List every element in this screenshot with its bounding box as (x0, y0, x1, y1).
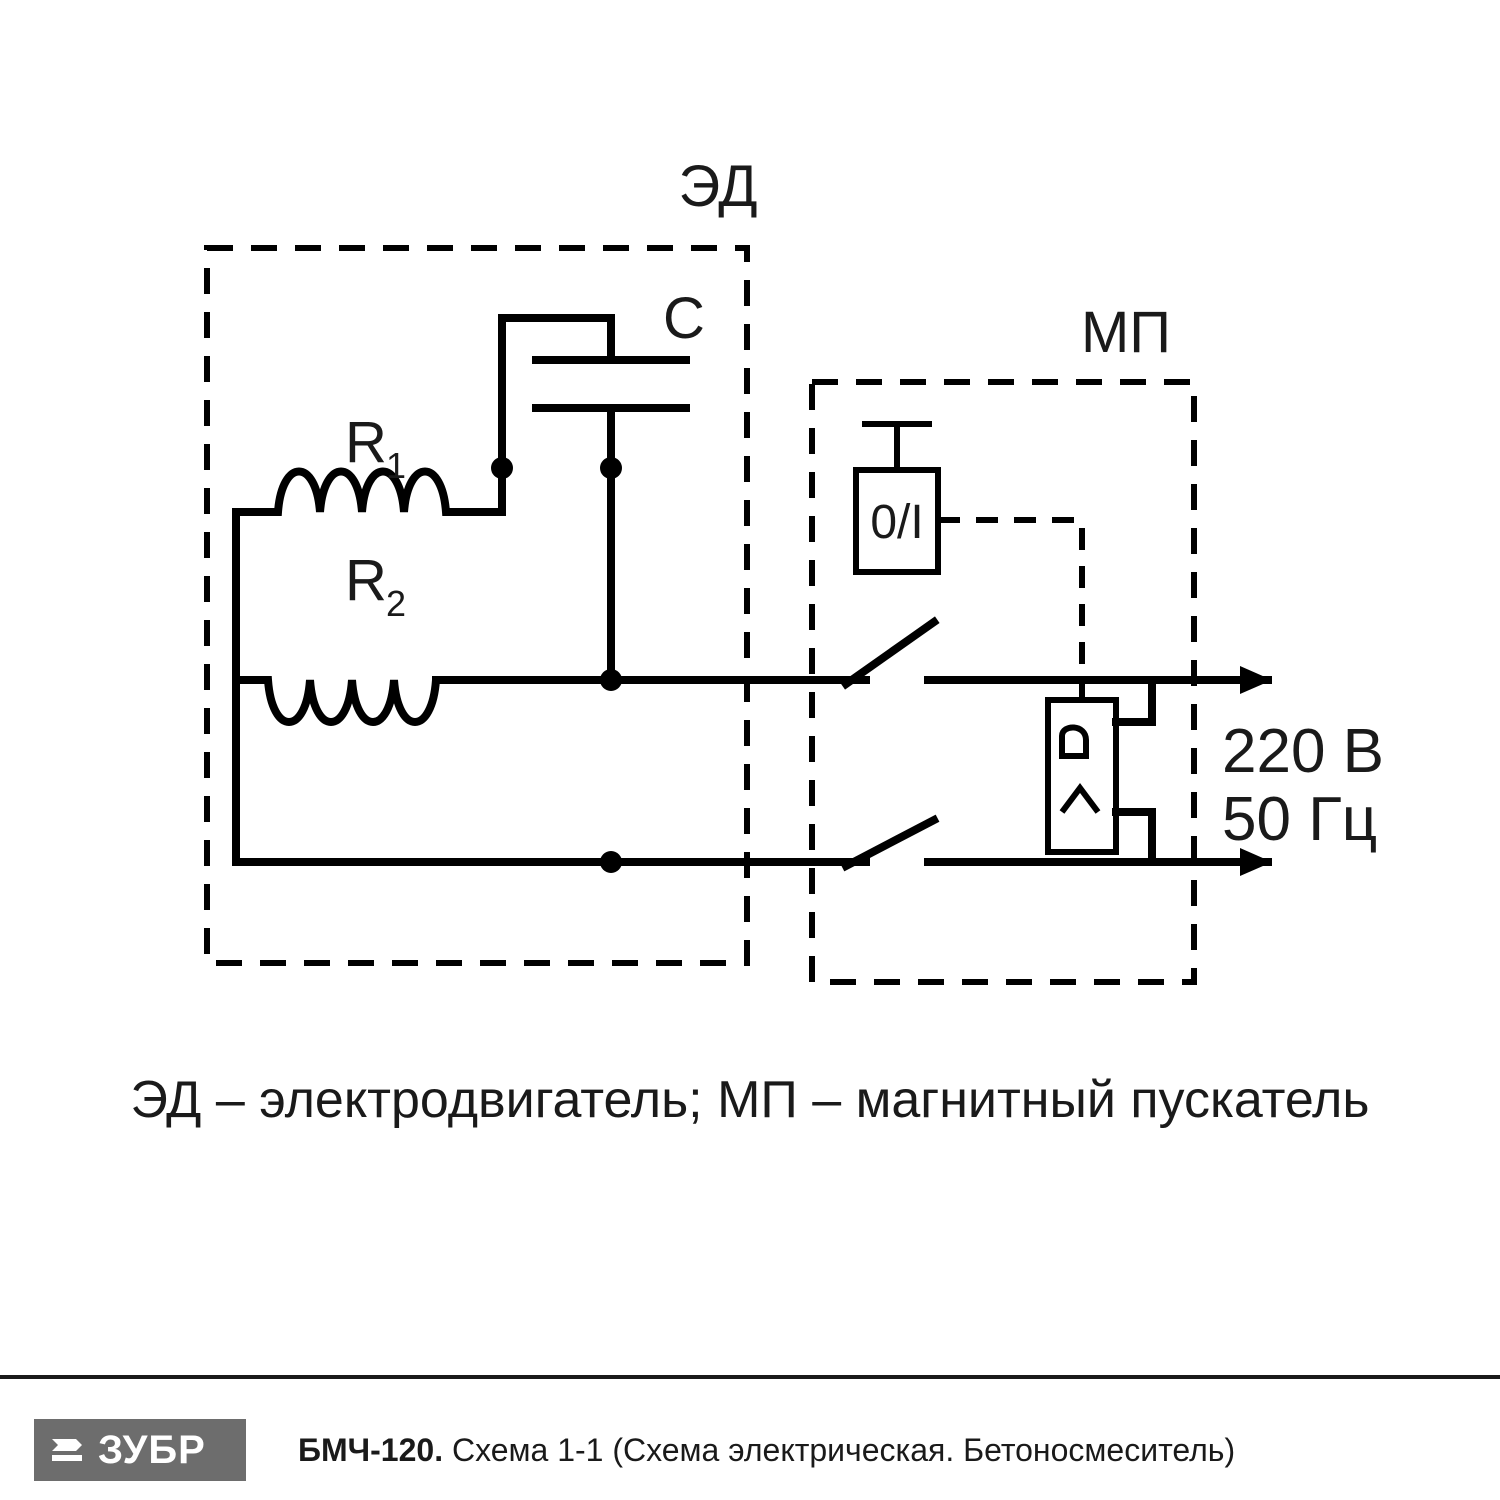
contactor-blade-upper (846, 622, 934, 684)
footer-bar (0, 1400, 1500, 1500)
resistor-r2-winding (236, 680, 470, 722)
junction-dot-mid-rail (600, 669, 622, 691)
contactor-blade-lower (846, 820, 934, 866)
footer-divider (0, 1375, 1500, 1379)
supply-arrow-upper (1240, 666, 1272, 694)
motor-enclosure (207, 248, 747, 963)
supply-frequency-label: 50 Гц (1222, 785, 1378, 854)
footer-description: Схема 1-1 (Схема электрическая. Бетоносмеситель) (451, 1431, 1236, 1468)
supply-voltage-label: 220 В (1222, 717, 1385, 786)
junction-dot-r1-cap (491, 457, 513, 479)
resistor-r1-winding (236, 472, 502, 513)
footer-caption (298, 1432, 1235, 1469)
resistor-r2-subscript: 2 (385, 583, 407, 624)
coil-terminal-lower (1116, 812, 1152, 858)
control-wire (938, 520, 1082, 700)
junction-dot-cap-top (600, 457, 622, 479)
coil-terminal-upper (1116, 688, 1152, 722)
coil-box (1048, 700, 1116, 852)
junction-dot-bottom-rail (600, 851, 622, 873)
resistor-r1-subscript: 1 (385, 445, 407, 486)
capacitor-left-lead (502, 318, 611, 468)
capacitor-label: C (663, 286, 705, 351)
resistor-r1-label: R (345, 410, 387, 475)
power-button-label: 0/I (870, 496, 924, 549)
starter-block-label: МП (1080, 300, 1172, 365)
footer-model: БМЧ-120. (298, 1431, 444, 1468)
motor-block-label: ЭД (678, 154, 758, 219)
brand-name: ЗУБР (98, 1427, 206, 1472)
resistor-r2-label: R (345, 548, 387, 613)
diagram-legend: ЭД – электродвигатель; МП – магнитный пускатель (130, 1071, 1370, 1129)
brand-logo (34, 1419, 246, 1481)
brand-arrow-icon (46, 1429, 88, 1471)
